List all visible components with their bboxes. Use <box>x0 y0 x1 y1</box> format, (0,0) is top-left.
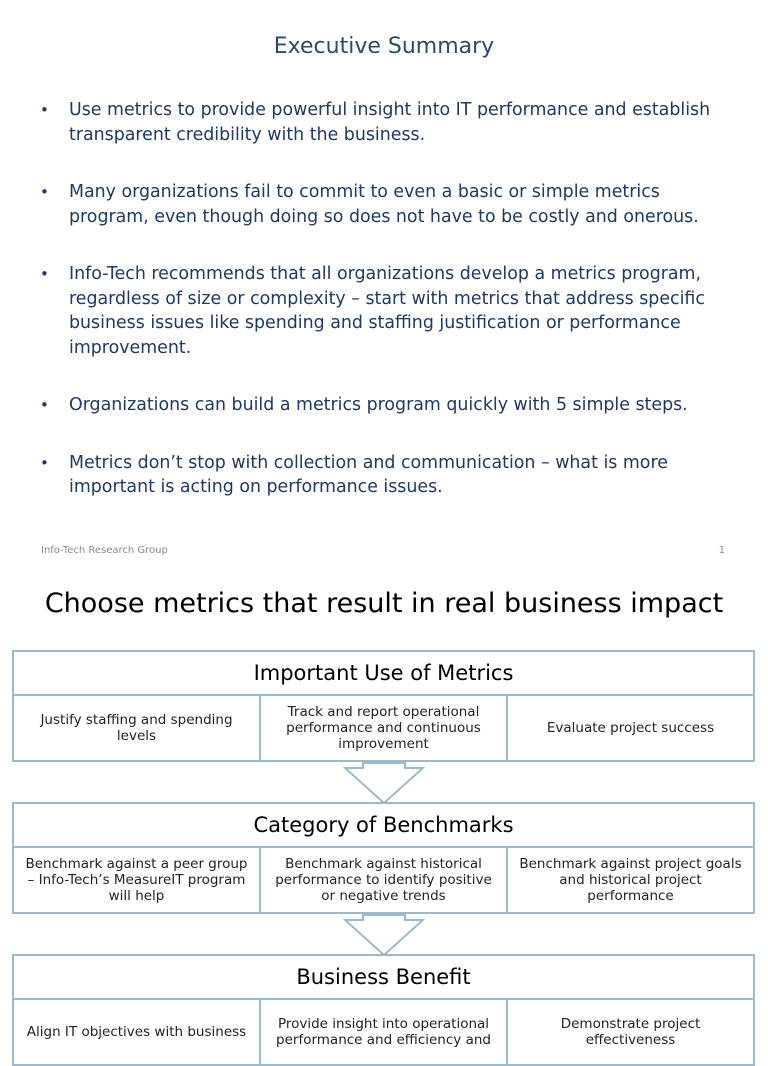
page-number: 1 <box>718 545 725 556</box>
bullet-text: Organizations can build a metrics program quickly with 5 simple steps. <box>69 395 688 415</box>
panel-cell: Track and report operational performance and continuous improvement <box>259 696 506 760</box>
panel-header: Important Use of Metrics <box>14 652 753 696</box>
panel-cell: Evaluate project success <box>506 696 753 760</box>
panel-cell: Benchmark against historical performance to identify positive or negative trends <box>259 848 506 912</box>
panel-cell: Demonstrate project effectiveness <box>506 1000 753 1064</box>
bullet-icon: • <box>40 396 49 414</box>
panel-cell: Provide insight into operational performance and efficiency and <box>259 1000 506 1064</box>
bullet-icon: • <box>40 265 49 283</box>
bullet-item <box>40 451 740 500</box>
panel-header: Category of Benchmarks <box>14 804 753 848</box>
panel-cell: Justify staffing and spending levels <box>40 712 233 744</box>
slide-title: Executive Summary <box>273 34 495 59</box>
panel-use-of-metrics <box>12 650 755 762</box>
panel-category-of-benchmarks <box>12 802 755 914</box>
panel-cell: Align IT objectives with business <box>26 1024 247 1040</box>
bullet-icon: • <box>40 101 49 119</box>
bullet-icon: • <box>40 183 49 201</box>
panel-row <box>14 1000 753 1064</box>
panel-header: Business Benefit <box>14 956 753 1000</box>
bullet-list <box>40 98 740 533</box>
panel-cell: Benchmark against project goals and historical project performance <box>506 848 753 912</box>
bullet-text: Many organizations fail to commit to even a basic or simple metrics program, even though doing so does not have to be costly and onerous. <box>69 182 699 227</box>
bullet-item <box>40 180 740 229</box>
down-arrow-icon <box>343 914 425 956</box>
panel-business-benefit <box>12 954 755 1066</box>
down-arrow-icon <box>343 762 425 804</box>
footer-company: Info-Tech Research Group <box>41 545 168 556</box>
bullet-item <box>40 262 740 360</box>
bullet-text: Metrics don’t stop with collection and communication – what is more important is acting on performance issues. <box>69 452 668 497</box>
bullet-icon: • <box>40 453 49 472</box>
bullet-text: Info-Tech recommends that all organizations develop a metrics program, regardless of size or complexity – start with metrics that address specific business issues like spending and staffing justification or performance improvement. <box>69 264 705 358</box>
bullet-item <box>40 393 740 418</box>
panel-row <box>14 848 753 912</box>
panel-cell: Benchmark against a peer group – Info-Tech’s MeasureIT program will help <box>25 856 248 904</box>
panel-row <box>14 696 753 760</box>
bullet-text: Use metrics to provide powerful insight into IT performance and establish transparent credibility with the business. <box>69 100 711 145</box>
slide2-title: Choose metrics that result in real business impact <box>44 588 724 619</box>
bullet-item <box>40 98 740 147</box>
